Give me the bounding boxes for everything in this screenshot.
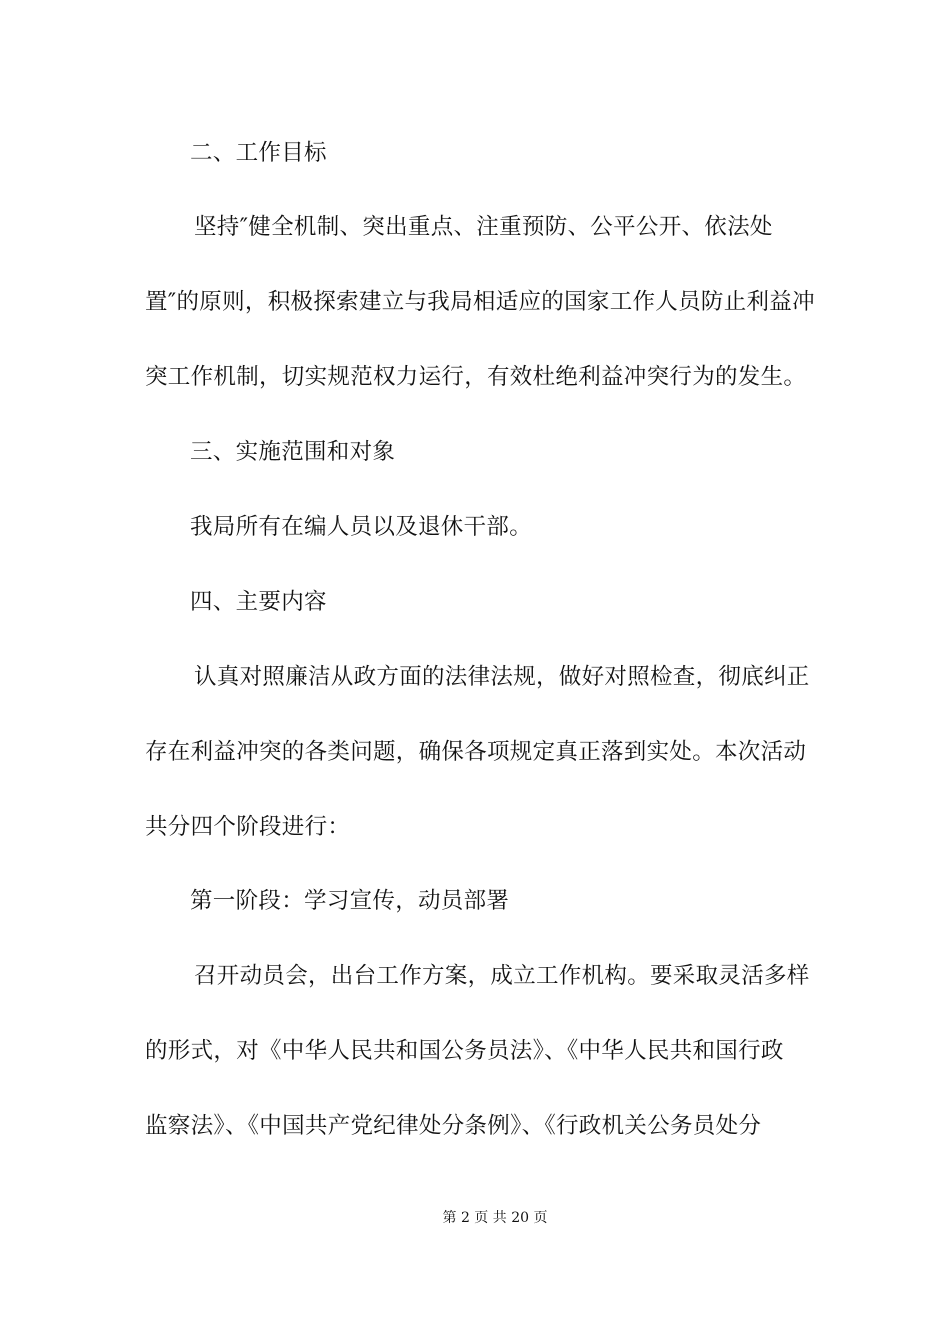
heading-main-content: 四、主要内容 <box>190 589 327 615</box>
heading-scope: 三、实施范围和对象 <box>190 439 396 465</box>
paragraph-line: 存在利益冲突的各类问题，确保各项规定真正落到实处。本次活动 <box>145 739 807 765</box>
paragraph-line: 共分四个阶段进行： <box>145 814 351 840</box>
paragraph-line: 的形式，对《中华人民共和国公务员法》、《中华人民共和国行政 <box>145 1038 784 1064</box>
paragraph-line: 置″的原则，积极探索建立与我局相适应的国家工作人员防止利益冲 <box>145 289 815 315</box>
heading-work-goals: 二、工作目标 <box>190 140 327 166</box>
paragraph-line: 召开动员会，出台工作方案，成立工作机构。要采取灵活多样 <box>194 963 810 989</box>
paragraph-line: 监察法》、《中国共产党纪律处分条例》、《行政机关公务员处分 <box>145 1113 762 1139</box>
paragraph-line: 突工作机制，切实规范权力运行，有效杜绝利益冲突行为的发生。 <box>145 364 807 390</box>
paragraph-line: 坚持″健全机制、突出重点、注重预防、公平公开、依法处 <box>194 214 773 240</box>
heading-phase-one: 第一阶段：学习宣传，动员部署 <box>190 888 510 914</box>
page-number-footer: 第 2 页 共 20 页 <box>442 1210 548 1226</box>
paragraph-line: 认真对照廉洁从政方面的法律法规，做好对照检查，彻底纠正 <box>194 664 810 690</box>
paragraph-line: 我局所有在编人员以及退休干部。 <box>190 514 533 540</box>
